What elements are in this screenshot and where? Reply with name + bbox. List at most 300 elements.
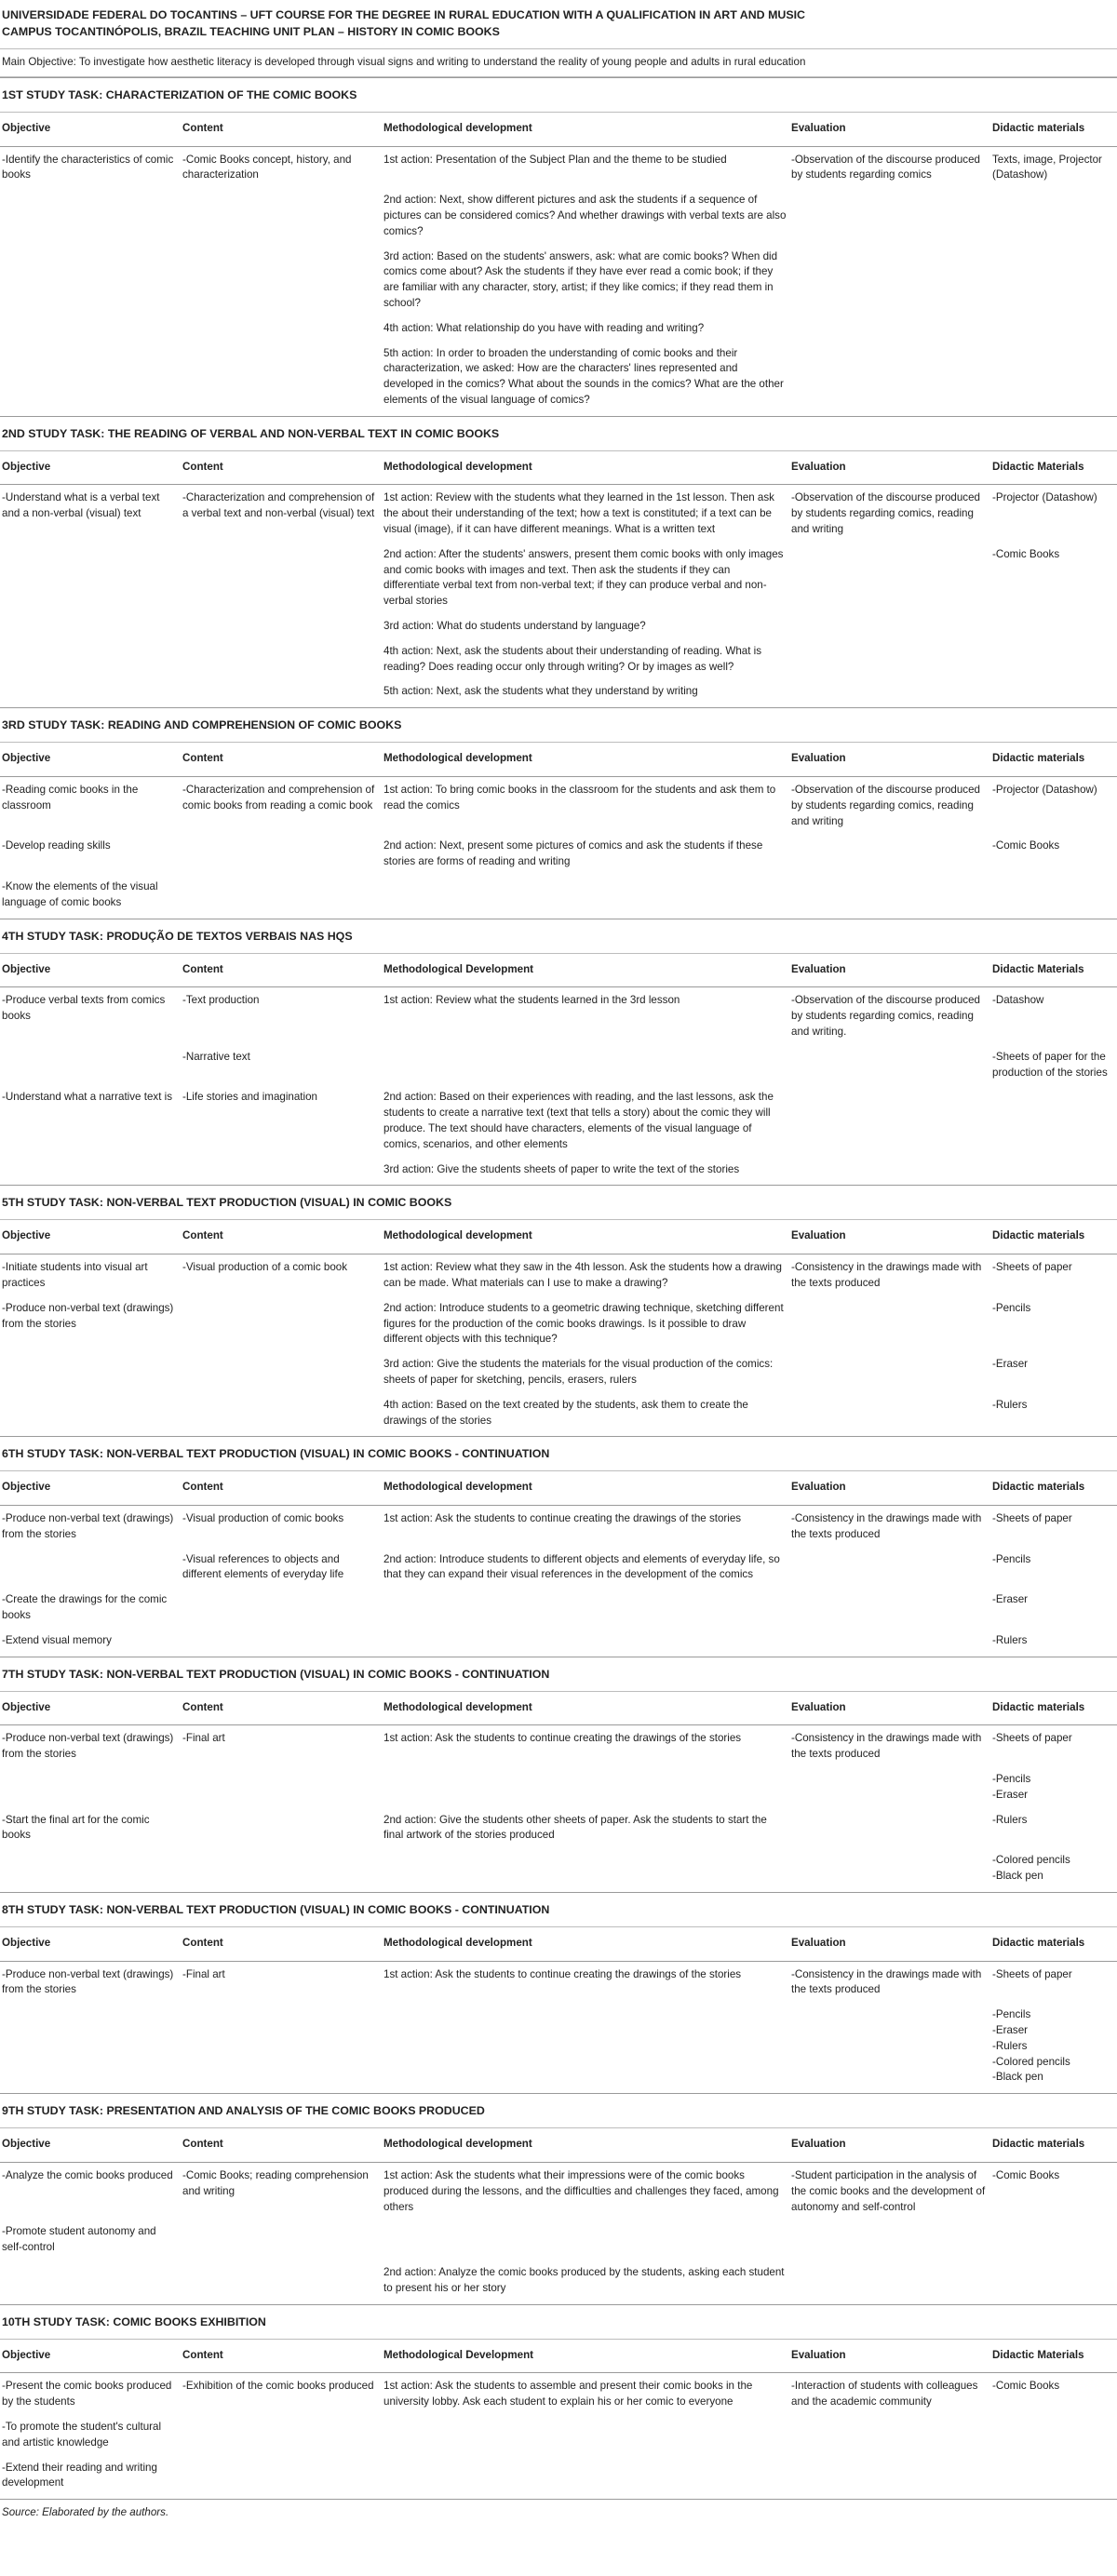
study-task-title: 7TH STUDY TASK: NON-VERBAL TEXT PRODUCTION (VISUAL) IN COMIC BOOKS - CONTINUATION (0, 1657, 1117, 1691)
table-row (0, 2219, 1117, 2260)
cell-methodological-development: 2nd action: Next, present some pictures of comics and ask the students if these stories are forms of reading and writing (384, 839, 763, 868)
cell-content: -Text production (182, 994, 260, 1007)
cell-objective: -Know the elements of the visual language of comic books (2, 880, 158, 908)
cell-objective (0, 1392, 181, 1437)
column-header-didactic-materials: Didactic Materials (990, 2339, 1117, 2373)
column-header-row (0, 1691, 1117, 1725)
cell-methodological-development: 2nd action: Give the students other sheets of paper. Ask the students to start the final artwork of the stories produced (384, 1813, 767, 1842)
table-row (0, 777, 1117, 834)
column-header-evaluation: Evaluation (789, 450, 990, 485)
table-row (0, 1506, 1117, 1547)
column-header-objective: Objective (0, 1220, 181, 1254)
cell-evaluation (789, 244, 990, 315)
table-row (0, 2002, 1117, 2093)
cell-methodological-development: 3rd action: Give the students the materials for the visual production of the comics: sheets of paper for sketching, pencils, erasers, rulers (384, 1358, 774, 1386)
column-header-content: Content (181, 1471, 382, 1506)
column-header-didactic-materials: Didactic materials (990, 1220, 1117, 1254)
cell-evaluation (789, 1392, 990, 1437)
cell-didactic-materials: -Comic Books (992, 2380, 1060, 2393)
cell-content (181, 2414, 382, 2455)
cell-methodological-development: 1st action: Ask the students to continue creating the drawings of the stories (384, 1732, 742, 1745)
document-title (0, 0, 1117, 49)
column-header-methodological-development: Methodological development (382, 1471, 789, 1506)
cell-didactic-materials: -Eraser (992, 1593, 1029, 1606)
cell-didactic-materials: -Sheets of paper for the production of the stories (992, 1050, 1108, 1079)
table-row (0, 315, 1117, 341)
title-line-1: UNIVERSIDADE FEDERAL DO TOCANTINS – UFT COURSE FOR THE DEGREE IN RURAL EDUCATION WITH A QUALIFICATION IN ART AND MUSIC (2, 8, 805, 21)
study-task-heading-row (0, 1437, 1117, 1471)
cell-didactic-materials: -Sheets of paper (992, 1967, 1072, 1980)
column-header-didactic-materials: Didactic materials (990, 112, 1117, 146)
column-header-methodological-development: Methodological Development (382, 953, 789, 987)
cell-evaluation (789, 2002, 990, 2093)
cell-objective: -Reading comic books in the classroom (2, 784, 139, 812)
column-header-row (0, 1926, 1117, 1961)
cell-didactic-materials: -Pencils (992, 1301, 1031, 1314)
cell-evaluation: -Observation of the discourse produced by students regarding comics, reading and writing (791, 491, 981, 536)
cell-didactic-materials: -Projector (Datashow) (992, 491, 1097, 504)
column-header-objective: Objective (0, 1691, 181, 1725)
cell-didactic-materials (990, 2414, 1117, 2455)
table-row (0, 485, 1117, 542)
column-header-objective: Objective (0, 2128, 181, 2163)
cell-didactic-materials (990, 2260, 1117, 2304)
cell-methodological-development: 2nd action: Next, show different pictures and ask the students if a sequence of pictures can be considered comics? And whether drawings with verbal texts are also comics? (384, 194, 787, 237)
column-header-row (0, 2128, 1117, 2163)
cell-evaluation (789, 1295, 990, 1351)
column-header-evaluation: Evaluation (789, 1926, 990, 1961)
column-header-content: Content (181, 1691, 382, 1725)
cell-methodological-development: 1st action: Review what the students learned in the 3rd lesson (384, 994, 680, 1007)
cell-didactic-materials (990, 244, 1117, 315)
study-task-title: 5TH STUDY TASK: NON-VERBAL TEXT PRODUCTION (VISUAL) IN COMIC BOOKS (0, 1186, 1117, 1220)
cell-evaluation (789, 1547, 990, 1588)
cell-methodological-development (382, 1766, 789, 1807)
cell-objective (0, 244, 181, 315)
cell-content (181, 542, 382, 613)
cell-objective (0, 315, 181, 341)
column-header-row (0, 1220, 1117, 1254)
cell-evaluation: -Consistency in the drawings made with the texts produced (791, 1732, 982, 1761)
table-row (0, 1628, 1117, 1657)
column-header-content: Content (181, 1220, 382, 1254)
cell-objective: -Produce non-verbal text (drawings) from the stories (2, 1512, 174, 1540)
cell-evaluation: -Consistency in the drawings made with the texts produced (791, 1261, 982, 1289)
cell-evaluation (789, 1044, 990, 1085)
column-header-objective: Objective (0, 450, 181, 485)
cell-content: -Characterization and comprehension of comic books from reading a comic book (182, 784, 375, 812)
cell-methodological-development: 4th action: Next, ask the students about their understanding of reading. What is reading? Does reading occur only through writing? Or by images as well? (384, 644, 762, 673)
cell-content (181, 638, 382, 679)
cell-content (181, 1295, 382, 1351)
table-row (0, 2260, 1117, 2304)
table-row (0, 2414, 1117, 2455)
column-header-evaluation: Evaluation (789, 1220, 990, 1254)
cell-methodological-development: 3rd action: Based on the students' answers, ask: what are comic books? When did comics come about? Ask the students if they have ever read a comic book; if they are familiar with any character, story, artist; if they like comics; if they read them in school? (384, 249, 778, 309)
column-header-row (0, 743, 1117, 777)
cell-didactic-materials (990, 2219, 1117, 2260)
table-row (0, 341, 1117, 416)
cell-methodological-development: 1st action: Review what they saw in the 4th lesson. Ask the students how a drawing can be made. What materials can I use to make a drawing? (384, 1261, 782, 1289)
column-header-objective: Objective (0, 112, 181, 146)
study-task-title: 10TH STUDY TASK: COMIC BOOKS EXHIBITION (0, 2304, 1117, 2339)
cell-didactic-materials: -Comic Books (992, 547, 1060, 560)
cell-didactic-materials: -Projector (Datashow) (992, 784, 1097, 797)
cell-evaluation (789, 315, 990, 341)
cell-objective (0, 187, 181, 243)
column-header-didactic-materials: Didactic Materials (990, 953, 1117, 987)
column-header-content: Content (181, 112, 382, 146)
cell-didactic-materials (990, 315, 1117, 341)
cell-evaluation (789, 1628, 990, 1657)
column-header-evaluation: Evaluation (789, 2339, 990, 2373)
cell-objective: -Extend visual memory (2, 1633, 112, 1646)
cell-content (181, 2002, 382, 2093)
table-row (0, 833, 1117, 874)
column-header-didactic-materials: Didactic materials (990, 1926, 1117, 1961)
cell-content: -Final art (182, 1732, 225, 1745)
cell-didactic-materials: -Sheets of paper (992, 1512, 1072, 1525)
table-row (0, 146, 1117, 187)
cell-evaluation (789, 613, 990, 638)
cell-didactic-materials: -Datashow (992, 994, 1044, 1007)
cell-objective: -Produce non-verbal text (drawings) from the stories (2, 1301, 174, 1330)
cell-didactic-materials (990, 1157, 1117, 1186)
cell-content (181, 1847, 382, 1892)
cell-evaluation (789, 2260, 990, 2304)
study-task-table (0, 1892, 1117, 2093)
cell-methodological-development (382, 2002, 789, 2093)
column-header-row (0, 450, 1117, 485)
column-header-methodological-development: Methodological development (382, 450, 789, 485)
cell-methodological-development (382, 2455, 789, 2500)
column-header-row (0, 112, 1117, 146)
table-row (0, 678, 1117, 707)
table-row (0, 1725, 1117, 1766)
cell-content: -Visual production of comic books (182, 1512, 344, 1525)
cell-evaluation: -Observation of the discourse produced by students regarding comics (791, 153, 981, 181)
cell-didactic-materials (990, 187, 1117, 243)
cell-objective (0, 1766, 181, 1807)
cell-methodological-development: 2nd action: Introduce students to a geometric drawing technique, sketching different figures for the production of the comic books drawings. Is it possible to draw different objects with this technique? (384, 1301, 784, 1346)
study-task-table (0, 2093, 1117, 2303)
cell-content (181, 315, 382, 341)
cell-objective: -Extend their reading and writing development (2, 2461, 157, 2489)
study-task-table (0, 707, 1117, 918)
cell-methodological-development (382, 2219, 789, 2260)
cell-objective (0, 1157, 181, 1186)
cell-evaluation: -Interaction of students with colleagues and the academic community (791, 2380, 978, 2408)
cell-objective: -Produce non-verbal text (drawings) from the stories (2, 1967, 174, 1996)
table-row (0, 1547, 1117, 1588)
column-header-objective: Objective (0, 743, 181, 777)
study-task-title: 2ND STUDY TASK: THE READING OF VERBAL AND NON-VERBAL TEXT IN COMIC BOOKS (0, 416, 1117, 450)
study-task-table (0, 1436, 1117, 1656)
cell-methodological-development: 3rd action: Give the students sheets of paper to write the text of the stories (384, 1162, 740, 1175)
column-header-row (0, 953, 1117, 987)
study-task-title: 3RD STUDY TASK: READING AND COMPREHENSION OF COMIC BOOKS (0, 708, 1117, 743)
cell-objective (0, 341, 181, 416)
cell-methodological-development (382, 874, 789, 919)
cell-objective (0, 613, 181, 638)
column-header-didactic-materials: Didactic materials (990, 1471, 1117, 1506)
column-header-evaluation: Evaluation (789, 953, 990, 987)
column-header-content: Content (181, 1926, 382, 1961)
cell-objective (0, 1044, 181, 1085)
cell-didactic-materials (990, 638, 1117, 679)
study-task-title: 1ST STUDY TASK: CHARACTERIZATION OF THE COMIC BOOKS (0, 77, 1117, 112)
cell-objective (0, 2260, 181, 2304)
cell-objective (0, 1351, 181, 1392)
table-row (0, 542, 1117, 613)
cell-methodological-development: 2nd action: Introduce students to different objects and elements of everyday life, so that they can expand their visual references in the development of the comics (384, 1552, 780, 1581)
cell-content (181, 1628, 382, 1657)
cell-evaluation (789, 638, 990, 679)
cell-evaluation (789, 187, 990, 243)
cell-objective (0, 1547, 181, 1588)
cell-content (181, 678, 382, 707)
column-header-evaluation: Evaluation (789, 1691, 990, 1725)
table-row (0, 1847, 1117, 1892)
study-task-title: 4TH STUDY TASK: PRODUÇÃO DE TEXTOS VERBAIS NAS HQS (0, 919, 1117, 953)
cell-content (181, 244, 382, 315)
study-task-title: 8TH STUDY TASK: NON-VERBAL TEXT PRODUCTION (VISUAL) IN COMIC BOOKS - CONTINUATION (0, 1892, 1117, 1926)
study-task-heading-row (0, 1657, 1117, 1691)
cell-content: -Visual references to objects and different elements of everyday life (182, 1552, 344, 1581)
cell-methodological-development (382, 1847, 789, 1892)
cell-content (181, 1392, 382, 1437)
table-row (0, 874, 1117, 919)
study-task-heading-row (0, 416, 1117, 450)
table-row (0, 2162, 1117, 2219)
study-task-table (0, 77, 1117, 416)
cell-content (181, 874, 382, 919)
cell-evaluation: -Consistency in the drawings made with the texts produced (791, 1967, 982, 1996)
cell-didactic-materials: -Sheets of paper (992, 1261, 1072, 1274)
table-row (0, 187, 1117, 243)
cell-didactic-materials: -Pencils (992, 1552, 1031, 1565)
cell-content (181, 1587, 382, 1628)
cell-didactic-materials: Texts, image, Projector (Datashow) (992, 153, 1102, 181)
cell-content (181, 1351, 382, 1392)
cell-content: -Life stories and imagination (182, 1091, 318, 1104)
cell-didactic-materials: -Sheets of paper (992, 1732, 1072, 1745)
cell-didactic-materials (990, 678, 1117, 707)
cell-evaluation (789, 542, 990, 613)
cell-methodological-development: 4th action: Based on the text created by the students, ask them to create the drawings of the stories (384, 1398, 748, 1427)
cell-methodological-development: 1st action: Ask the students what their impressions were of the comic books produced during the lessons, and the difficulties and challenges they faced, among others (384, 2168, 779, 2213)
cell-evaluation (789, 2219, 990, 2260)
column-header-didactic-materials: Didactic materials (990, 2128, 1117, 2163)
cell-methodological-development: 1st action: To bring comic books in the classroom for the students and ask them to read the comics (384, 784, 776, 812)
cell-didactic-materials: -Pencils -Eraser -Rulers -Colored pencils -Black pen (992, 2008, 1070, 2084)
cell-didactic-materials: -Rulers (992, 1813, 1028, 1826)
study-task-title: 9TH STUDY TASK: PRESENTATION AND ANALYSIS OF THE COMIC BOOKS PRODUCED (0, 2094, 1117, 2128)
cell-content: -Characterization and comprehension of a verbal text and non-verbal (visual) text (182, 491, 375, 520)
column-header-content: Content (181, 450, 382, 485)
column-header-evaluation: Evaluation (789, 2128, 990, 2163)
column-header-objective: Objective (0, 953, 181, 987)
cell-methodological-development: 5th action: In order to broaden the understanding of comic books and their characterization, we asked: How are the characters' lines represented and developed in the comics? What about the sounds in the comics? What are the other elements of the visual language of comics? (384, 346, 784, 406)
cell-content (181, 1766, 382, 1807)
cell-content (181, 1157, 382, 1186)
column-header-didactic-materials: Didactic materials (990, 743, 1117, 777)
cell-objective (0, 2002, 181, 2093)
cell-evaluation (789, 678, 990, 707)
study-task-heading-row (0, 1186, 1117, 1220)
cell-content (181, 1807, 382, 1848)
main-objective: Main Objective: To investigate how aesthetic literacy is developed through visual signs and writing to understand the reality of young people and adults in rural education (0, 49, 1117, 77)
cell-didactic-materials (990, 613, 1117, 638)
cell-methodological-development (382, 2414, 789, 2455)
cell-didactic-materials (990, 341, 1117, 416)
column-header-content: Content (181, 2339, 382, 2373)
cell-objective: -Produce verbal texts from comics books (2, 994, 166, 1023)
column-header-row (0, 1471, 1117, 1506)
cell-content (181, 2219, 382, 2260)
cell-methodological-development (382, 1044, 789, 1085)
cell-objective: -Create the drawings for the comic books (2, 1593, 168, 1622)
cell-content: -Final art (182, 1967, 225, 1980)
table-row (0, 1587, 1117, 1628)
cell-evaluation: -Student participation in the analysis of the comic books and the development of autonomy and self-control (791, 2168, 986, 2213)
column-header-evaluation: Evaluation (789, 112, 990, 146)
table-row (0, 1254, 1117, 1295)
cell-content (181, 2455, 382, 2500)
table-row (0, 1392, 1117, 1437)
column-header-objective: Objective (0, 2339, 181, 2373)
column-header-content: Content (181, 743, 382, 777)
study-task-heading-row (0, 708, 1117, 743)
cell-objective: -Identify the characteristics of comic books (2, 153, 174, 181)
cell-methodological-development: 2nd action: After the students' answers, present them comic books with only images and comic books with images and text. Then ask the students if they can differentiate verbal text from non-verbal text; if they can produce verbal and non-verbal stories (384, 547, 784, 608)
cell-evaluation (789, 2414, 990, 2455)
column-header-content: Content (181, 2128, 382, 2163)
cell-didactic-materials (990, 1084, 1117, 1156)
cell-evaluation (789, 1351, 990, 1392)
cell-objective: -Produce non-verbal text (drawings) from the stories (2, 1732, 174, 1761)
cell-objective: -Understand what is a verbal text and a non-verbal (visual) text (2, 491, 160, 520)
column-header-didactic-materials: Didactic materials (990, 1691, 1117, 1725)
column-header-evaluation: Evaluation (789, 743, 990, 777)
cell-didactic-materials (990, 2455, 1117, 2500)
study-tasks-container (0, 77, 1117, 2499)
cell-methodological-development (382, 1587, 789, 1628)
column-header-methodological-development: Methodological development (382, 1691, 789, 1725)
cell-evaluation (789, 1807, 990, 1848)
study-task-table (0, 1657, 1117, 1892)
cell-objective (0, 638, 181, 679)
table-row (0, 1807, 1117, 1848)
cell-methodological-development: 1st action: Ask the students to assemble and present their comic books in the university lobby. Ask each student to explain his or her comic to everyone (384, 2380, 753, 2408)
cell-evaluation (789, 341, 990, 416)
cell-objective (0, 542, 181, 613)
study-task-title: 6TH STUDY TASK: NON-VERBAL TEXT PRODUCTION (VISUAL) IN COMIC BOOKS - CONTINUATION (0, 1437, 1117, 1471)
cell-evaluation (789, 1084, 990, 1156)
study-task-table (0, 1185, 1117, 1436)
source-note: Source: Elaborated by the authors. (0, 2499, 1117, 2527)
cell-didactic-materials: -Rulers (992, 1398, 1028, 1411)
table-row (0, 244, 1117, 315)
cell-evaluation (789, 1157, 990, 1186)
cell-methodological-development: 1st action: Review with the students what they learned in the 1st lesson. Then ask the about their understanding of the text; how a text is constituted; if a text can be visual (image), if it can have different meanings. What is a written text (384, 491, 774, 536)
column-header-methodological-development: Methodological development (382, 2128, 789, 2163)
column-header-methodological-development: Methodological Development (382, 2339, 789, 2373)
study-task-table (0, 2304, 1117, 2500)
cell-methodological-development: 2nd action: Based on their experiences with reading, and the last lessons, ask the students to create a narrative text (text that tells a story) about the comic they will produce. The text should have characters, elements of the visual language of comics, scenarios, and other elements (384, 1091, 774, 1150)
cell-content: -Comic Books concept, history, and characterization (182, 153, 352, 181)
cell-content: -Exhibition of the comic books produced (182, 2380, 374, 2393)
cell-evaluation: -Consistency in the drawings made with the texts produced (791, 1512, 982, 1540)
cell-methodological-development: 1st action: Ask the students to continue creating the drawings of the stories (384, 1967, 742, 1980)
study-task-heading-row (0, 2304, 1117, 2339)
column-header-methodological-development: Methodological development (382, 112, 789, 146)
cell-objective: -Analyze the comic books produced (2, 2168, 173, 2181)
cell-didactic-materials: -Colored pencils -Black pen (992, 1854, 1070, 1883)
study-task-table (0, 416, 1117, 708)
cell-methodological-development: 1st action: Presentation of the Subject Plan and the theme to be studied (384, 153, 727, 166)
cell-objective: -Start the final art for the comic books (2, 1813, 150, 1842)
study-task-heading-row (0, 77, 1117, 112)
table-row (0, 2373, 1117, 2414)
cell-evaluation (789, 1766, 990, 1807)
cell-didactic-materials: -Comic Books (992, 2168, 1060, 2181)
table-row (0, 1084, 1117, 1156)
cell-evaluation (789, 874, 990, 919)
cell-content (181, 187, 382, 243)
cell-objective: -Promote student autonomy and self-control (2, 2225, 156, 2254)
cell-didactic-materials (990, 874, 1117, 919)
column-header-methodological-development: Methodological development (382, 1926, 789, 1961)
cell-evaluation: -Observation of the discourse produced by students regarding comics, reading and writing. (791, 994, 981, 1038)
table-row (0, 1295, 1117, 1351)
study-task-heading-row (0, 1892, 1117, 1926)
cell-methodological-development: 5th action: Next, ask the students what they understand by writing (384, 685, 698, 698)
cell-content: -Visual production of a comic book (182, 1261, 348, 1274)
table-row (0, 2455, 1117, 2500)
cell-didactic-materials: -Rulers (992, 1633, 1028, 1646)
cell-methodological-development: 2nd action: Analyze the comic books produced by the students, asking each student to present his or her story (384, 2265, 785, 2294)
cell-didactic-materials: -Comic Books (992, 839, 1060, 852)
column-header-objective: Objective (0, 1926, 181, 1961)
cell-evaluation (789, 833, 990, 874)
column-header-methodological-development: Methodological development (382, 1220, 789, 1254)
study-task-heading-row (0, 919, 1117, 953)
cell-content: -Narrative text (182, 1050, 250, 1063)
table-row (0, 987, 1117, 1044)
cell-didactic-materials: -Pencils -Eraser (992, 1773, 1031, 1801)
table-row (0, 1157, 1117, 1186)
cell-objective (0, 1847, 181, 1892)
column-header-objective: Objective (0, 1471, 181, 1506)
column-header-didactic-materials: Didactic Materials (990, 450, 1117, 485)
cell-methodological-development: 3rd action: What do students understand by language? (384, 620, 646, 633)
table-row (0, 1351, 1117, 1392)
cell-methodological-development: 4th action: What relationship do you have with reading and writing? (384, 321, 705, 334)
column-header-methodological-development: Methodological development (382, 743, 789, 777)
cell-content (181, 613, 382, 638)
cell-didactic-materials: -Eraser (992, 1358, 1029, 1371)
cell-content (181, 2260, 382, 2304)
cell-content: -Comic Books; reading comprehension and writing (182, 2168, 369, 2197)
table-row (0, 1766, 1117, 1807)
study-task-heading-row (0, 2094, 1117, 2128)
table-row (0, 613, 1117, 638)
cell-evaluation (789, 1587, 990, 1628)
cell-objective: -To promote the student's cultural and artistic knowledge (2, 2420, 162, 2449)
column-header-row (0, 2339, 1117, 2373)
table-row (0, 638, 1117, 679)
